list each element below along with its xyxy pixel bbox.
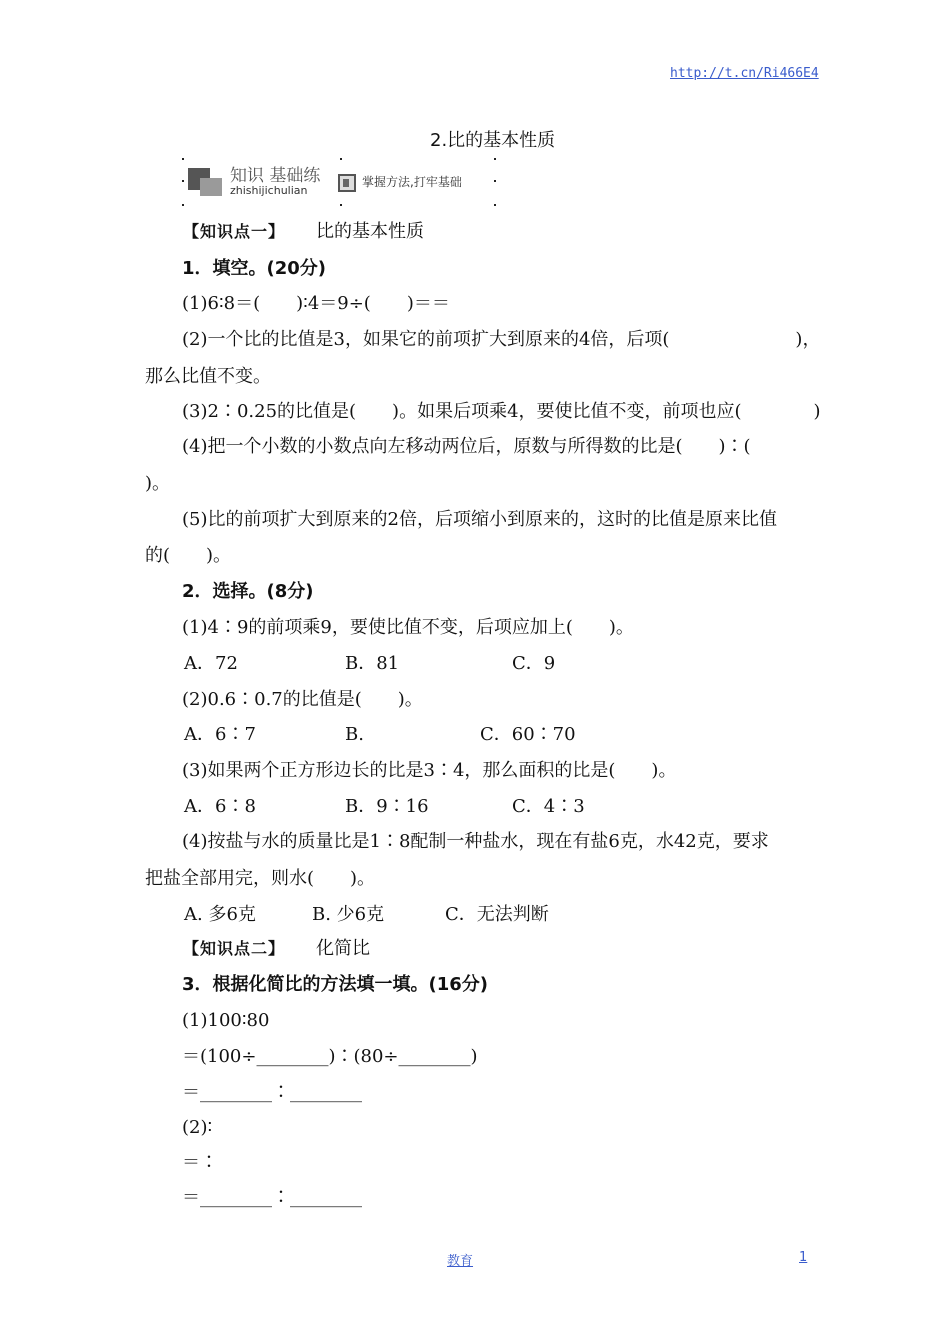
question-3-1: (1)100∶80	[182, 1010, 270, 1031]
question-2-2-option-b: B.	[345, 724, 364, 745]
question-2-4-option-a: A. 多6克	[184, 904, 256, 925]
question-2-heading: 2．选择。(8分)	[182, 581, 314, 602]
page-title: 2.比的基本性质	[430, 130, 556, 151]
question-1-heading: 1．填空。(20分)	[182, 258, 327, 279]
question-2-4: (4)按盐与水的质量比是1∶8配制一种盐水，现在有盐6克，水42克，要求	[182, 831, 769, 852]
question-1-4: (4)把一个小数的小数点向左移动两位后，原数与所得数的比是( )∶(	[182, 436, 751, 457]
question-2-1: (1)4∶9的前项乘9，要使比值不变，后项应加上( )。	[182, 617, 634, 638]
question-2-4-cont: 把盐全部用完，则水( )。	[145, 868, 376, 889]
question-1-3: (3)2∶0.25的比值是( )。如果后项乘4，要使比值不变，前项也应( )	[182, 401, 821, 422]
question-1-5: (5)比的前项扩大到原来的2倍，后项缩小到原来的，这时的比值是原来比值	[182, 509, 777, 530]
question-2-2-option-a: A．6∶7	[184, 724, 256, 745]
question-3-heading: 3．根据化简比的方法填一填。(16分)	[182, 974, 489, 995]
header-url[interactable]: http://t.cn/Ri466E4	[670, 66, 819, 81]
question-2-4-option-b: B. 少6克	[312, 904, 385, 925]
banner-slogan: 掌握方法,打牢基础	[362, 175, 462, 189]
question-2-3-option-b: B．9∶16	[345, 796, 429, 817]
question-2-2: (2)0.6∶0.7的比值是( )。	[182, 689, 423, 710]
question-2-1-option-a: A．72	[184, 653, 238, 674]
knowledge-point-1-topic: 比的基本性质	[316, 221, 424, 242]
question-2-3-option-a: A．6∶8	[184, 796, 256, 817]
question-3-2: (2)∶	[182, 1117, 213, 1138]
question-2-1-option-b: B．81	[345, 653, 400, 674]
question-1-5-cont: 的( )。	[145, 545, 232, 566]
section-banner	[180, 158, 498, 206]
question-2-3: (3)如果两个正方形边长的比是3∶4，那么面积的比是( )。	[182, 760, 677, 781]
knowledge-point-2-label: 【知识点二】	[183, 939, 286, 958]
question-1-2-cont: 那么比值不变。	[145, 366, 271, 387]
question-3-1-step-1: ＝(100÷________)∶(80÷________)	[182, 1046, 478, 1067]
knowledge-point-2-topic: 化简比	[316, 938, 370, 959]
question-3-1-step-2: ＝________∶________	[182, 1082, 362, 1103]
question-1-1: (1)6∶8＝( )∶4＝9÷( )＝＝	[182, 293, 450, 314]
footer-center-link[interactable]: 教育	[447, 1254, 474, 1269]
knowledge-point-1-label: 【知识点一】	[183, 222, 286, 241]
question-2-1-option-c: C．9	[512, 653, 556, 674]
banner-book-icon	[338, 174, 356, 192]
banner-main-text: 知识 基础练	[230, 166, 321, 186]
question-1-4-cont: )。	[145, 473, 171, 494]
banner-pinyin: zhishijichulian	[230, 184, 308, 197]
question-1-2: (2)一个比的比值是3，如果它的前项扩大到原来的4倍，后项( )，	[182, 329, 821, 350]
question-3-2-step-2: ＝________∶________	[182, 1187, 362, 1208]
question-3-2-step-1: ＝∶	[182, 1152, 218, 1173]
question-2-3-option-c: C．4∶3	[512, 796, 585, 817]
question-2-2-option-c: C．60∶70	[480, 724, 576, 745]
footer-page-number[interactable]: 1	[799, 1250, 808, 1265]
question-2-4-option-c: C．无法判断	[445, 904, 549, 925]
